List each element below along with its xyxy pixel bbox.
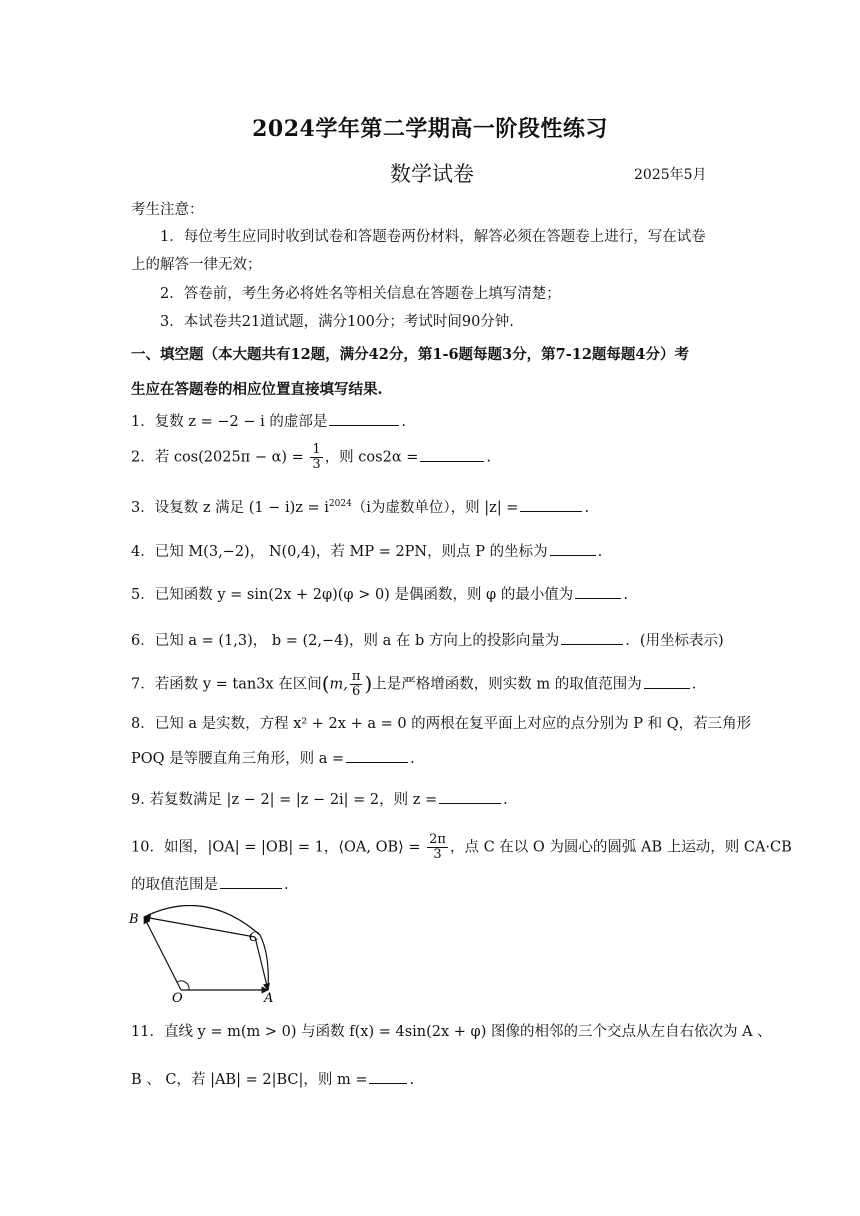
label-o: O xyxy=(172,991,183,1005)
period: . xyxy=(503,792,508,808)
answer-blank xyxy=(220,874,282,889)
question-6 xyxy=(131,630,724,651)
answer-blank xyxy=(346,748,408,763)
question-text: 7．若函数 y = tan3x 在区间 xyxy=(131,676,322,693)
question-text: 6．已知 a = (1,3)， b = (2,−4)，则 a 在 b 方向上的投影向量为 xyxy=(131,633,560,649)
interval-start: m, xyxy=(329,676,348,693)
question-11-cont xyxy=(131,1069,414,1090)
question-5 xyxy=(131,584,628,605)
exponent: 2024 xyxy=(328,499,352,509)
answer-blank xyxy=(369,1069,407,1084)
question-text: 上是严格增函数，则实数 m 的取值范围为 xyxy=(372,676,642,693)
question-11: 11．直线 y = m(m > 0) 与函数 f(x) = 4sin(2x + φ) 图像的相邻的三个交点从左自右依次为 A 、 xyxy=(131,1024,772,1040)
figure-sector xyxy=(125,905,290,1005)
question-text: 2．若 cos(2025π − α) = xyxy=(131,449,309,466)
fraction: $\frac{2\pi}{3}$ xyxy=(429,832,446,862)
section-heading-cont: 生应在答题卷的相应位置直接填写结果. xyxy=(131,381,383,398)
fraction: $\frac{\pi}{6}$ xyxy=(351,669,361,699)
label-a: A xyxy=(264,991,274,1005)
question-text: 1．复数 z = −2 − i 的虚部是 xyxy=(131,414,328,430)
answer-blank xyxy=(420,447,484,462)
fraction: $\frac{1}{3}$ xyxy=(312,442,321,472)
question-1 xyxy=(131,411,406,432)
period: . xyxy=(584,499,590,516)
page-subtitle: 数学试卷 xyxy=(390,162,474,186)
period: . xyxy=(401,414,406,430)
question-3 xyxy=(131,494,589,518)
question-text: B 、 C，若 |AB| = 2|BC|，则 m = xyxy=(131,1072,368,1088)
notice-item-1: 1．每位考生应同时收到试卷和答题卷两份材料，解答必须在答题卷上进行，写在试卷 xyxy=(160,229,706,245)
vector-ob xyxy=(144,917,181,990)
period: . xyxy=(284,877,289,893)
answer-blank xyxy=(329,411,399,426)
period: . xyxy=(597,544,603,560)
answer-blank xyxy=(575,584,621,599)
question-text: ，则 cos2α = xyxy=(324,449,419,466)
answer-blank xyxy=(561,630,623,645)
answer-blank xyxy=(439,789,501,804)
exam-date: 2025年5月 xyxy=(634,167,707,183)
period: . xyxy=(486,449,491,466)
period: . xyxy=(691,676,697,693)
question-8-cont xyxy=(131,748,415,769)
question-text: 4．已知 M(3,−2)， N(0,4)，若 MP = 2PN，则点 P 的坐标为 xyxy=(131,544,548,560)
question-8: 8．已知 a 是实数，方程 x² + 2x + a = 0 的两根在复平面上对应的点分别为 P 和 Q，若三角形 xyxy=(131,716,752,732)
period: . xyxy=(623,587,628,603)
question-9 xyxy=(131,789,508,810)
question-text: 的取值范围是 xyxy=(131,877,218,893)
question-text: ．(用坐标表示) xyxy=(625,633,724,649)
question-7: 7．若函数 y = tan3x 在区间(m, $\frac{\pi}{6}$ )上是严格增函数，则实数 m 的取值范围为 . xyxy=(131,669,697,699)
period: . xyxy=(410,751,415,767)
page-title: 2024学年第二学期高一阶段性练习 xyxy=(252,116,608,142)
question-text: 10．如图，|OA| = |OB| = 1，⟨OA, OB⟩ = xyxy=(131,839,426,856)
vector-cb xyxy=(144,917,255,937)
question-10 xyxy=(131,833,792,862)
question-text: （i为虚数单位），则 |z| = xyxy=(351,499,519,516)
label-c: C xyxy=(249,930,259,945)
answer-blank xyxy=(550,541,596,556)
notice-item-3: 3．本试卷共21道试题，满分100分；考试时间90分钟. xyxy=(160,314,514,330)
question-text: 5．已知函数 y = sin(2x + 2φ)(φ > 0) 是偶函数，则 φ 的最小值为 xyxy=(131,587,574,603)
question-10-cont xyxy=(131,874,289,895)
label-b: B xyxy=(129,912,139,927)
question-text: ，点 C 在以 O 为圆心的圆弧 AB 上运动，则 CA·CB xyxy=(449,839,792,856)
answer-blank xyxy=(644,674,690,689)
period: . xyxy=(409,1072,415,1088)
question-4 xyxy=(131,541,602,562)
section-heading: 一、填空题（本大题共有12题，满分42分，第1-6题每题3分，第7-12题每题4分）考 xyxy=(131,346,690,363)
notice-item-1-cont: 上的解答一律无效； xyxy=(131,257,262,273)
notice-heading: 考生注意： xyxy=(131,202,204,218)
question-text: 3．设复数 z 满足 (1 − i)z = i xyxy=(131,499,329,516)
notice-item-2: 2．答卷前，考生务必将姓名等相关信息在答题卷上填写清楚； xyxy=(160,286,561,302)
question-text: POQ 是等腰直角三角形，则 a = xyxy=(131,751,345,767)
answer-blank xyxy=(520,497,582,512)
question-2 xyxy=(131,443,491,472)
question-text: 9. 若复数满足 |z − 2| = |z − 2i| = 2，则 z = xyxy=(131,792,438,808)
arc-ab xyxy=(144,905,268,990)
